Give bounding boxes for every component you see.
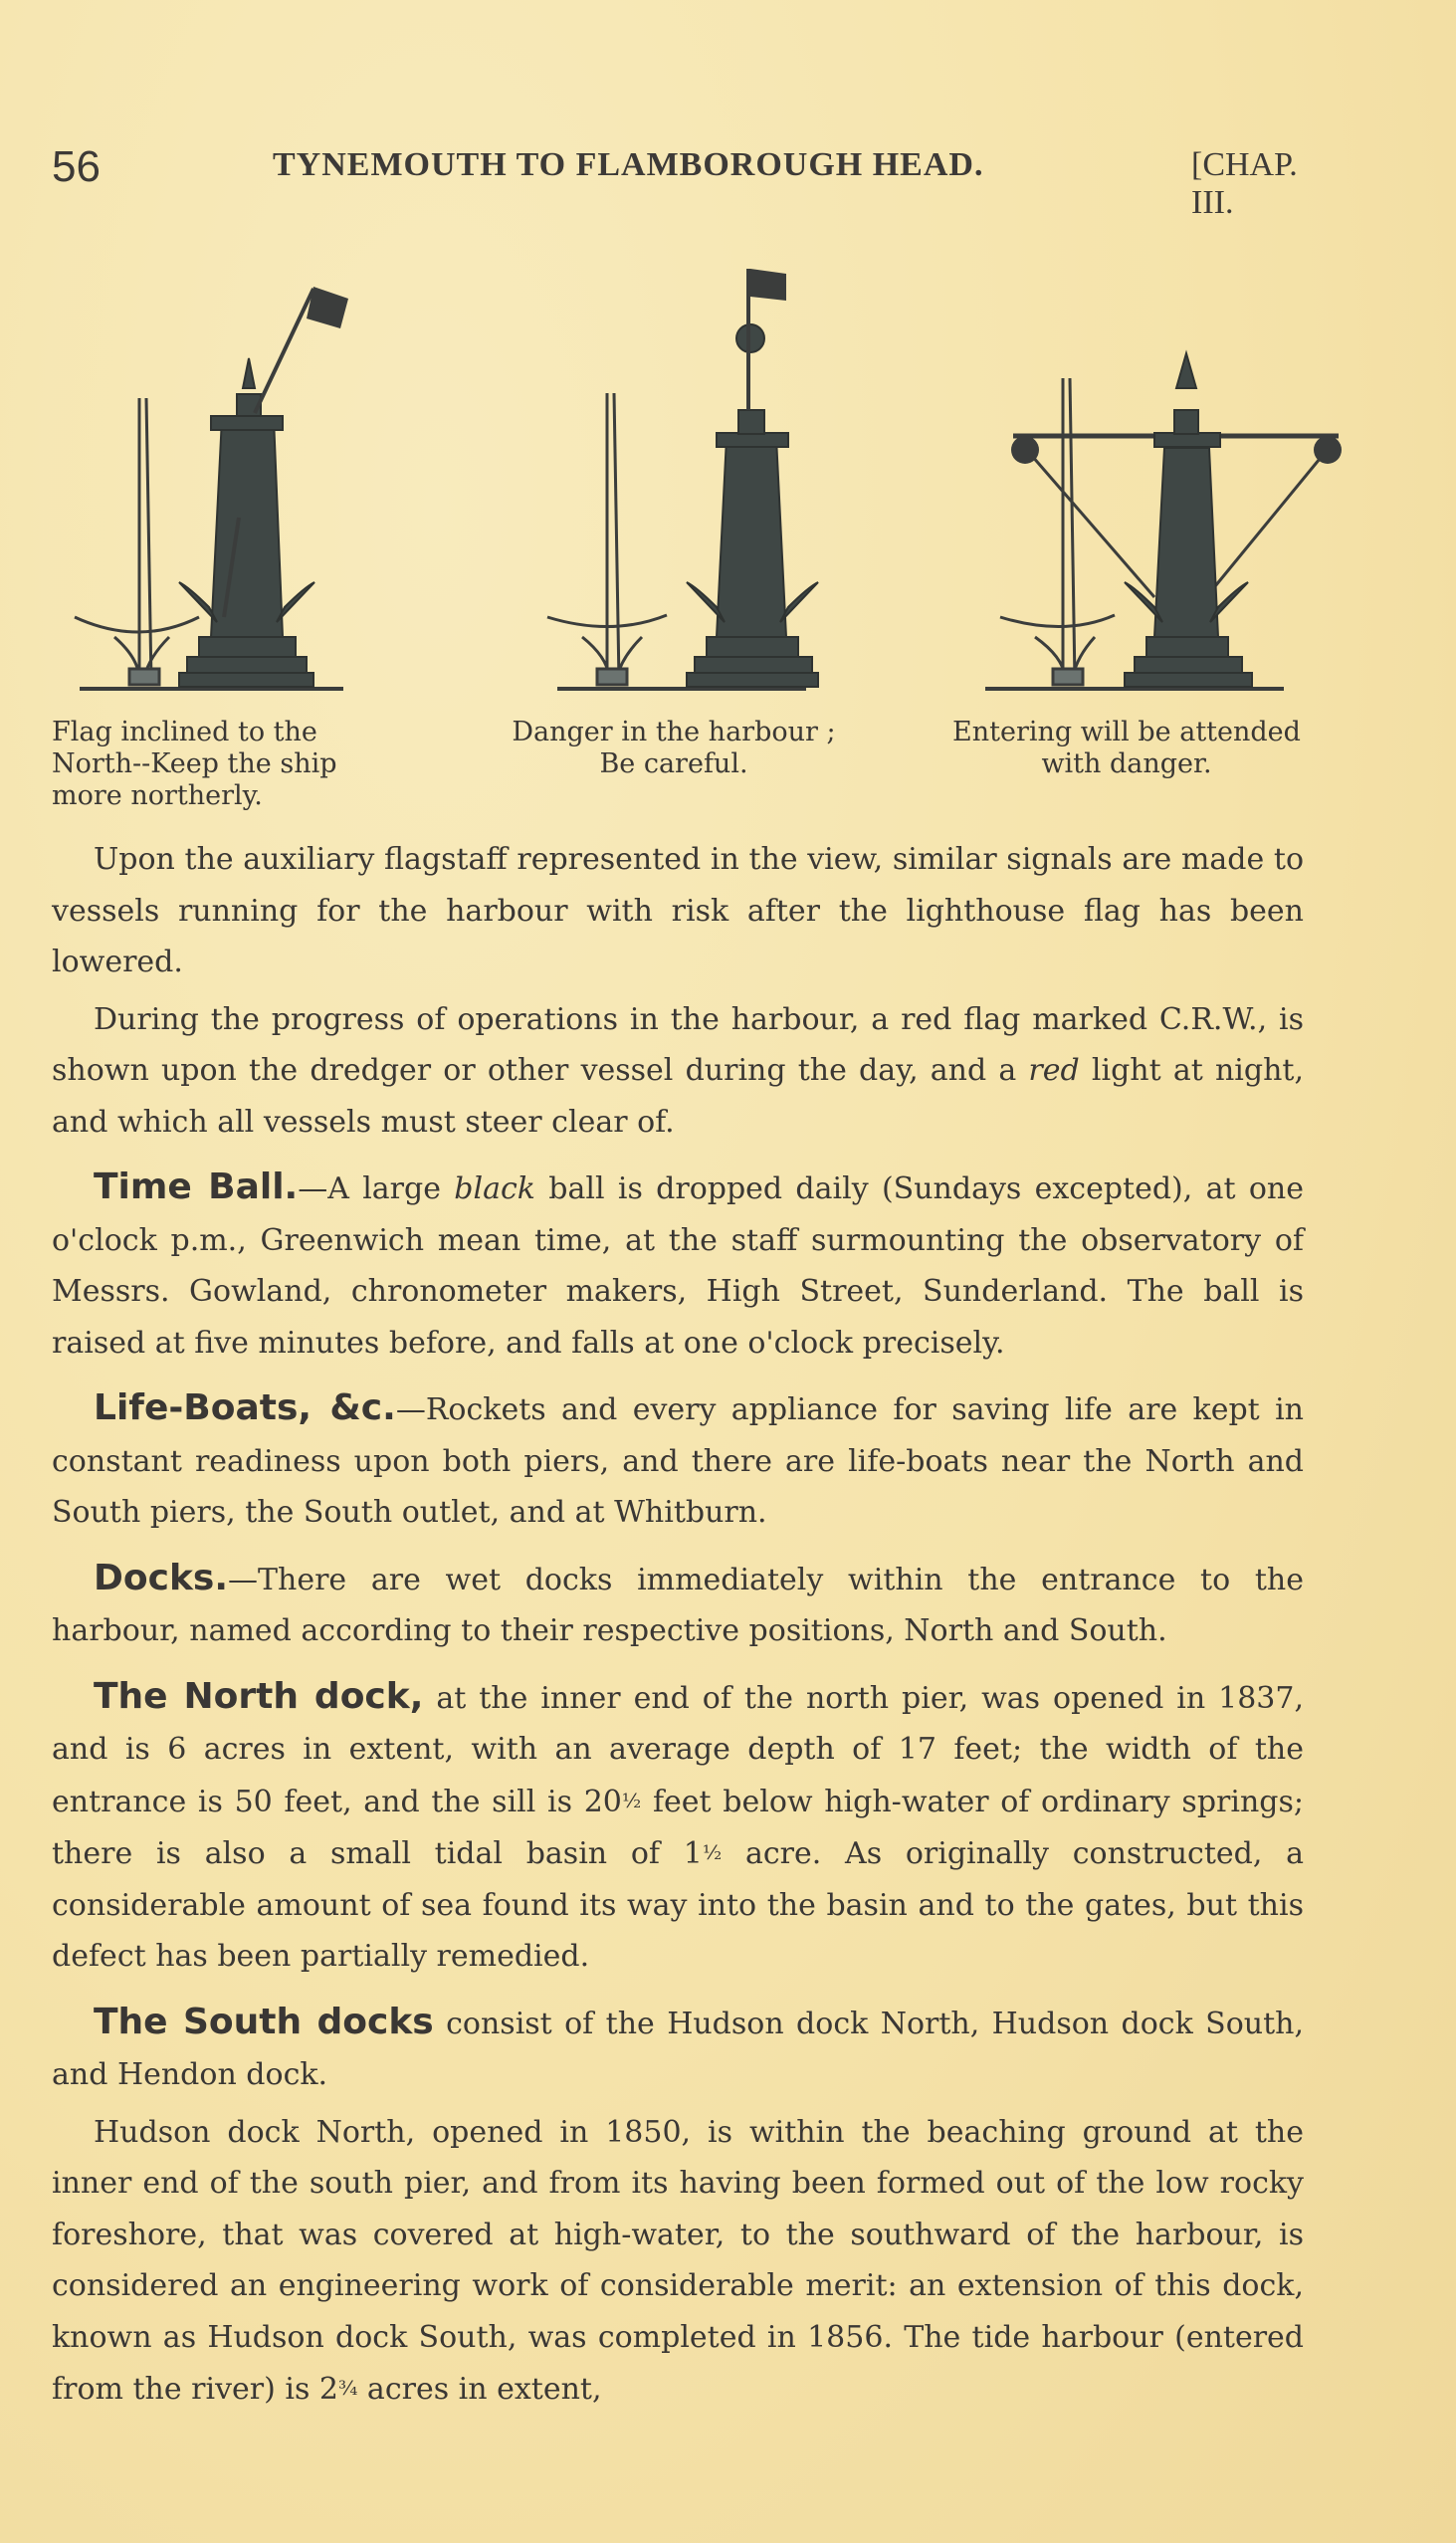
running-head <box>52 142 1331 221</box>
section-life-boats <box>52 1382 1304 1539</box>
paragraph-hudson-dock <box>52 2107 1304 2416</box>
text: acres in extent, <box>357 2372 602 2407</box>
fraction: ½ <box>621 1788 642 1812</box>
signal-illustrations <box>60 239 1344 697</box>
running-title: TYNEMOUTH TO FLAMBOROUGH HEAD. <box>273 146 984 183</box>
figure-danger-in-harbour <box>478 239 916 697</box>
caption-danger-in-harbour <box>450 717 898 780</box>
fraction: ¾ <box>338 2376 358 2400</box>
fraction: ½ <box>702 1840 723 1864</box>
caption-line: North--Keep the ship <box>52 748 337 779</box>
page-number: 56 <box>52 142 101 191</box>
text: ball is dropped daily (Sundays excepted), at one o'clock p.m., Greenwich mean time, at the staff surmounting the observatory of Messrs. Gowland, chronometer makers, High Street, Sunderland. The ball is raised at five minutes before, and falls at one o'clock precisely. <box>52 1171 1304 1361</box>
caption-line: Flag inclined to the <box>52 717 317 747</box>
italic-text: black <box>454 1171 535 1206</box>
caption-flag-inclined <box>52 717 390 812</box>
section-heading: Life-Boats, &c. <box>94 1387 396 1428</box>
body-text <box>52 834 1304 2422</box>
text: acre. As originally constructed, a considerable amount of sea found its way into the basin and to the gates, but this defect has been partially remedied. <box>52 1836 1304 1974</box>
section-north-dock <box>52 1671 1304 1983</box>
figure-entering-danger <box>926 239 1344 697</box>
figure-captions <box>52 717 1346 826</box>
section-docks <box>52 1553 1304 1657</box>
caption-line: Danger in the harbour ; <box>512 717 836 747</box>
section-heading: The South docks <box>94 2001 434 2042</box>
text: Hudson dock North, opened in 1850, is within the beaching ground at the inner end of the south pier, and from its having been formed out of the low rocky foreshore, that was covered at high-water, to the southward of the harbour, is considered an engineering work of considerable merit: an extension of this dock, known as Hudson dock South, was completed in 1856. The tide harbour (entered from the river) is 2 <box>52 2114 1304 2407</box>
section-heading: The North dock, <box>94 1675 424 1717</box>
paragraph-auxiliary-flagstaff: Upon the auxiliary flagstaff represented in the view, similar signals are made to vessels running for the harbour with risk after the lighthouse flag has been lowered. <box>52 842 1304 979</box>
text: —A large <box>298 1171 455 1206</box>
lighthouse-ball-flag-icon <box>478 239 916 697</box>
lighthouse-yardarm-balls-icon <box>926 239 1344 697</box>
chapter-marker: [CHAP. III. <box>1191 146 1298 221</box>
section-south-docks <box>52 1997 1304 2101</box>
text: During the progress of operations in the harbour, a red flag marked C.R.W., is shown upon the dredger or other vessel during the day, and a <box>52 1001 1304 1088</box>
caption-line: Entering will be attended <box>952 717 1301 747</box>
text: feet below high-water of ordinary springs; there is also a small tidal basin of 1 <box>52 1784 1304 1871</box>
paragraph-red-flag <box>52 994 1304 1149</box>
lighthouse-inclined-flag-icon <box>60 239 458 697</box>
section-time-ball <box>52 1162 1304 1369</box>
caption-line: with danger. <box>1041 748 1212 779</box>
text: at the inner end of the north pier, was opened in 1837, and is 6 acres in extent, with an average depth of 17 feet; the width of the entrance is 50 feet, and the sill is 20 <box>52 1680 1304 1819</box>
section-heading: Time Ball. <box>94 1166 299 1207</box>
text: —Rockets and every appliance for saving life are kept in constant readiness upon both piers, and there are life-boats near the North and South piers, the South outlet, and at Whitburn. <box>52 1392 1304 1530</box>
italic-text: red <box>1028 1053 1080 1088</box>
section-heading: Docks. <box>94 1557 228 1598</box>
text: —There are wet docks immediately within the entrance to the harbour, named according to their respective positions, North and South. <box>52 1562 1304 1648</box>
figure-flag-inclined <box>60 239 458 697</box>
caption-line: more northerly. <box>52 780 263 811</box>
caption-line: Be careful. <box>599 748 748 779</box>
text: consist of the Hudson dock North, Hudson dock South, and Hendon dock. <box>52 2006 1304 2092</box>
text: light at night, and which all vessels must steer clear of. <box>52 1053 1304 1140</box>
caption-entering-danger <box>903 717 1351 780</box>
